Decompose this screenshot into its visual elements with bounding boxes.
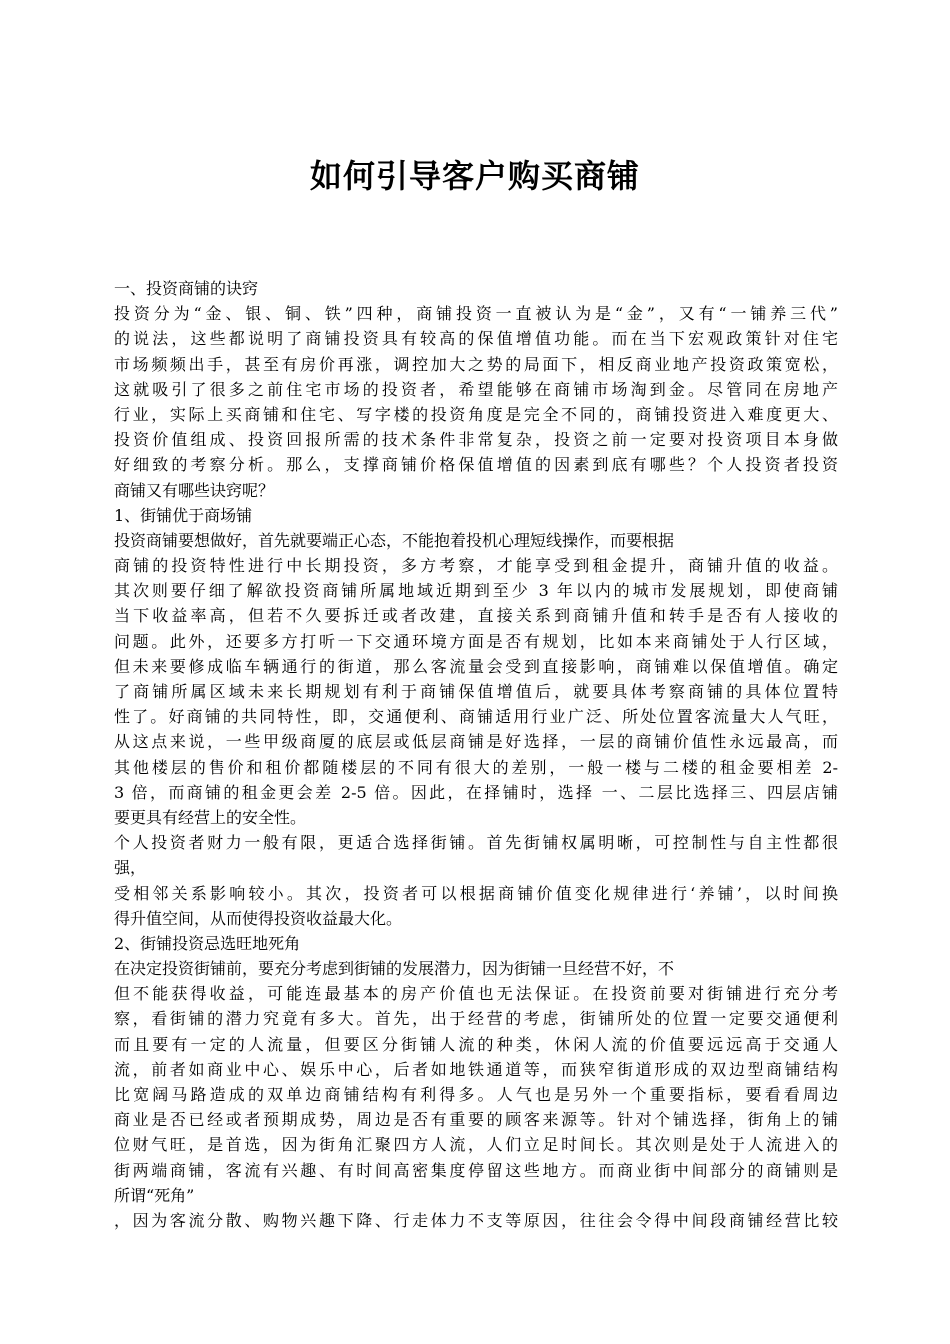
- body-text-line: 投资分为“金、银、铜、铁”四种，商铺投资一直被认为是“金”，又有“一铺养三代”: [114, 304, 838, 324]
- body-text-line: 从这点来说，一些甲级商厦的底层或低层商铺是好选择，一层的商铺价值性永远最高，而: [114, 732, 838, 752]
- body-text-line: 但不能获得收益，可能连最基本的房产价值也无法保证。在投资前要对街铺进行充分考: [114, 984, 838, 1004]
- body-text-line: ，因为客流分散、购物兴趣下降、行走体力不支等原因，往往会令得中间段商铺经营比较: [114, 1210, 838, 1230]
- body-text-line: 好细致的考察分析。那么，支撑商铺价格保值增值的因素到底有哪些？个人投资者投资: [114, 455, 838, 475]
- body-text-line: 其次则要仔细了解欲投资商铺所属地域近期到至少 3 年以内的城市发展规划，即使商铺: [114, 581, 838, 601]
- body-text-line: 性了。好商铺的共同特性，即，交通便利、商铺适用行业广泛、所处位置客流量大人气旺，: [114, 707, 838, 727]
- body-text-line: 个人投资者财力一般有限，更适合选择街铺。首先街铺权属明晰，可控制性与自主性都很: [114, 833, 838, 853]
- body-text-line: 投资价值组成、投资回报所需的技术条件非常复杂，投资之前一定要对投资项目本身做: [114, 430, 838, 450]
- body-text-line: 这就吸引了很多之前住宅市场的投资者，希望能够在商铺市场淘到金。尽管同在房地产: [114, 379, 838, 399]
- document-title: 如何引导客户购买商铺: [309, 157, 640, 195]
- body-text-line: 位财气旺，是首选，因为街角汇聚四方人流，人们立足时间长。其次则是处于人流进入的: [114, 1135, 838, 1155]
- body-text-line: 强，: [114, 858, 147, 878]
- body-text-line: 要更具有经营上的安全性。: [114, 807, 307, 827]
- body-text-line: 投资商铺要想做好，首先就要端正心态，不能抱着投机心理短线操作，而要根据: [114, 530, 675, 550]
- body-text-line: 1、街铺优于商场铺: [114, 505, 253, 525]
- body-text-line: 得升值空间，从而使得投资收益最大化。: [114, 908, 403, 928]
- body-text-line: 但未来要修成临车辆通行的街道，那么客流量会受到直接影响，商铺难以保值增值。确定: [114, 656, 838, 676]
- body-text-line: 比宽阔马路造成的双单边商铺结构有利得多。人气也是另外一个重要指标，要看看周边: [114, 1085, 838, 1104]
- body-text-line: 其他楼层的售价和租价都随楼层的不同有很大的差别，一般一楼与二楼的租金要相差 2-: [114, 757, 838, 777]
- body-text-line: 流，前者如商业中心、娱乐中心，后者如地铁通道等，而狭窄街道形成的双边型商铺结构: [114, 1059, 838, 1079]
- body-text-line: 商铺的投资特性进行中长期投资，多方考察，才能享受到租金提升，商铺升值的收益。: [114, 556, 838, 576]
- body-text-line: 商业是否已经或者预期成势，周边是否有重要的顾客来源等。针对个铺选择，街角上的铺: [114, 1110, 838, 1130]
- body-text-line: 的说法，这些都说明了商铺投资具有较高的保值增值功能。而在当下宏观政策针对住宅: [114, 329, 838, 349]
- body-text-line: 所谓“死角”: [114, 1185, 195, 1205]
- body-text-line: 在决定投资街铺前，要充分考虑到街铺的发展潜力，因为街铺一旦经营不好，不: [114, 959, 675, 979]
- document-body: [114, 276, 838, 1233]
- body-text-line: 了商铺所属区域未来长期规划有利于商铺保值增值后，就要具体考察商铺的具体位置特: [114, 682, 838, 701]
- body-text-line: 问题。此外，还要多方打听一下交通环境方面是否有规划，比如本来商铺处于人行区域，: [114, 631, 838, 651]
- body-text-line: 街两端商铺，客流有兴趣、有时间高密集度停留这些地方。而商业街中间部分的商铺则是: [114, 1160, 838, 1180]
- body-text-line: 市场频频出手，甚至有房价再涨，调控加大之势的局面下，相反商业地产投资政策宽松，: [114, 354, 838, 374]
- body-text-line: 察，看街铺的潜力究竟有多大。首先，出于经营的考虑，街铺所处的位置一定要交通便利: [114, 1009, 838, 1029]
- body-text-line: 商铺又有哪些诀窍呢？: [114, 480, 275, 500]
- body-text-line: 当下收益率高，但若不久要拆迁或者改建，直接关系到商铺升值和转手是否有人接收的: [114, 606, 838, 626]
- body-text-line: 2、街铺投资忌选旺地死角: [114, 933, 301, 953]
- body-text-line: 行业，实际上买商铺和住宅、写字楼的投资角度是完全不同的，商铺投资进入难度更大、: [114, 404, 838, 424]
- body-text-line: 而且要有一定的人流量，但要区分街铺人流的种类，休闲人流的价值要远远高于交通人: [114, 1034, 838, 1054]
- body-text-line: 一、投资商铺的诀窍: [114, 279, 259, 298]
- body-text-line: 3 倍，而商铺的租金更会差 2-5 倍。因此，在择铺时，选择 一、二层比选择三、四层店铺: [114, 782, 838, 802]
- body-text-line: 受相邻关系影响较小。其次，投资者可以根据商铺价值变化规律进行‘养铺’，以时间换: [114, 883, 838, 903]
